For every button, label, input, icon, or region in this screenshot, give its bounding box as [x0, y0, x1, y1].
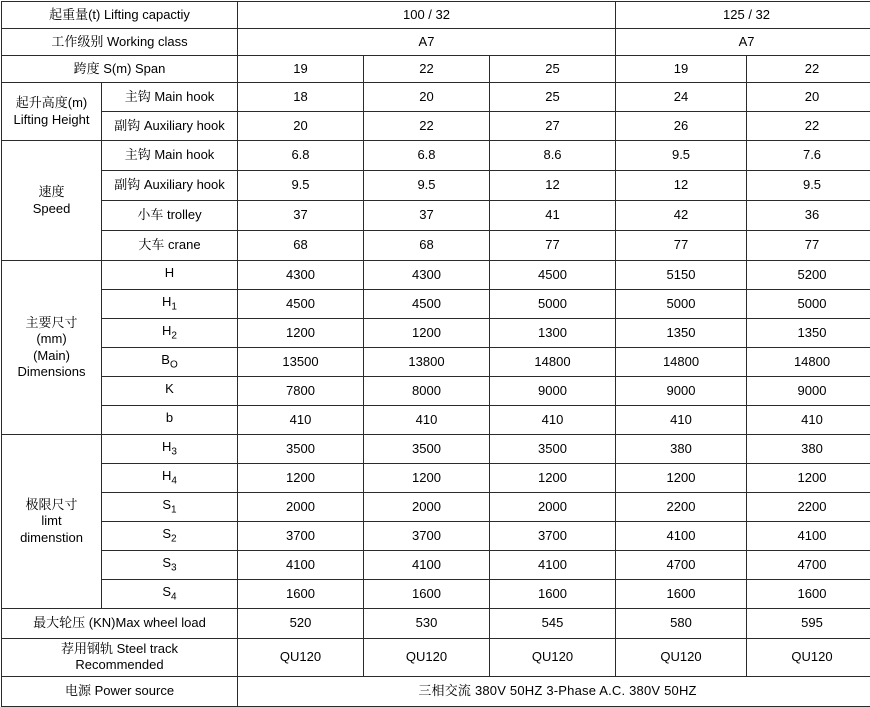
- dim-symbol: S: [162, 497, 171, 512]
- cell-value: 4100: [490, 551, 616, 580]
- row-header-working-class: 工作级别 Working class: [2, 29, 238, 56]
- row-label-dim-h4: [102, 464, 238, 493]
- group-label-line: Lifting Height: [4, 112, 99, 128]
- cell-value: 4300: [238, 261, 364, 290]
- cell-value: 1200: [238, 464, 364, 493]
- cell-value: 1200: [364, 464, 490, 493]
- cell-value: 1200: [364, 319, 490, 348]
- cell-value: 25: [490, 83, 616, 112]
- cell-value: 520: [238, 609, 364, 639]
- row-header-span: 跨度 S(m) Span: [2, 56, 238, 83]
- cell-value: 24: [616, 83, 747, 112]
- dim-symbol: H: [162, 439, 171, 454]
- cell-value: QU120: [490, 639, 616, 677]
- table-row: [2, 231, 870, 261]
- dim-symbol: S: [162, 526, 171, 541]
- cell-value: 5200: [747, 261, 870, 290]
- row-label-dim-h3: [102, 435, 238, 464]
- cell-value: 77: [616, 231, 747, 261]
- cell-value: QU120: [364, 639, 490, 677]
- cell-value: 27: [490, 112, 616, 141]
- table-row: [2, 406, 870, 435]
- table-row: [2, 29, 870, 56]
- group-label-line: Speed: [4, 201, 99, 217]
- cell-value: 4700: [616, 551, 747, 580]
- steel-track-label-line: Recommended: [4, 657, 235, 673]
- cell-value: 1200: [616, 464, 747, 493]
- dim-symbol: H: [162, 468, 171, 483]
- cell-value: 26: [616, 112, 747, 141]
- table-row: [2, 522, 870, 551]
- row-label-auxiliary-hook-height: 副钩 Auxiliary hook: [102, 112, 238, 141]
- dim-symbol: H: [165, 265, 174, 280]
- row-label-dim-k: [102, 377, 238, 406]
- cell-value: 20: [747, 83, 870, 112]
- cell-value: 4300: [364, 261, 490, 290]
- cell-value: 1600: [364, 580, 490, 609]
- table-row: [2, 493, 870, 522]
- group-label-line: dimenstion: [4, 530, 99, 546]
- steel-track-label-line: 荐用钢轨 Steel track: [4, 641, 235, 657]
- dim-subscript: 1: [171, 505, 177, 516]
- row-label-dim-s1: [102, 493, 238, 522]
- cell-value: 1600: [616, 580, 747, 609]
- cell-value: 3500: [364, 435, 490, 464]
- cell-value: QU120: [238, 639, 364, 677]
- row-label-dim-s4: [102, 580, 238, 609]
- cell-value: 595: [747, 609, 870, 639]
- row-label-crane-speed: 大车 crane: [102, 231, 238, 261]
- cell-value: 20: [364, 83, 490, 112]
- cell-value: QU120: [616, 639, 747, 677]
- cell-value: 9.5: [747, 171, 870, 201]
- cell-value: 1350: [747, 319, 870, 348]
- table-row: [2, 290, 870, 319]
- cell-value: 9000: [747, 377, 870, 406]
- cell-value: QU120: [747, 639, 870, 677]
- cell-value: 530: [364, 609, 490, 639]
- dim-symbol: S: [162, 555, 171, 570]
- group-label-line: 主要尺寸: [4, 315, 99, 331]
- cell-value: 22: [364, 112, 490, 141]
- cell-value: 9000: [490, 377, 616, 406]
- cell-value: 14800: [616, 348, 747, 377]
- cell-value: 3500: [238, 435, 364, 464]
- cell-value: 14800: [490, 348, 616, 377]
- cell-value: 410: [238, 406, 364, 435]
- group-label-main-dimensions: [2, 261, 102, 435]
- cell-value: 380: [616, 435, 747, 464]
- row-header-power-source: 电源 Power source: [2, 676, 238, 706]
- table-row: [2, 201, 870, 231]
- cell-value: 410: [490, 406, 616, 435]
- table-row: [2, 580, 870, 609]
- table-row: [2, 676, 870, 706]
- group-label-line: Dimensions: [4, 364, 99, 380]
- cell-value: 4100: [616, 522, 747, 551]
- row-label-main-hook-speed: 主钩 Main hook: [102, 141, 238, 171]
- row-label-dim-s2: [102, 522, 238, 551]
- group-label-limit-dimensions: [2, 435, 102, 609]
- cell-value: 4100: [238, 551, 364, 580]
- specification-table: [1, 1, 870, 707]
- dim-subscript: 3: [171, 447, 177, 458]
- table-row: [2, 609, 870, 639]
- table-row: [2, 435, 870, 464]
- row-label-auxiliary-hook-speed: 副钩 Auxiliary hook: [102, 171, 238, 201]
- cell-value: 2000: [490, 493, 616, 522]
- table-row: [2, 551, 870, 580]
- cell-value: 3500: [490, 435, 616, 464]
- dim-subscript: 2: [171, 331, 177, 342]
- cell-value: 9.5: [364, 171, 490, 201]
- dim-symbol: H: [162, 294, 171, 309]
- cell-value: 37: [364, 201, 490, 231]
- dim-subscript: 1: [171, 302, 177, 313]
- cell-value: 41: [490, 201, 616, 231]
- cell-value: 4500: [490, 261, 616, 290]
- table-row: [2, 261, 870, 290]
- table-row: [2, 141, 870, 171]
- cell-working-class-2: A7: [616, 29, 870, 56]
- cell-value: 4500: [238, 290, 364, 319]
- cell-span-4: 19: [616, 56, 747, 83]
- cell-value: 410: [364, 406, 490, 435]
- cell-value: 2000: [364, 493, 490, 522]
- table-row: [2, 56, 870, 83]
- cell-span-1: 19: [238, 56, 364, 83]
- cell-value: 545: [490, 609, 616, 639]
- row-label-dim-h: [102, 261, 238, 290]
- cell-power-source-value: 三相交流 380V 50HZ 3-Phase A.C. 380V 50HZ: [238, 676, 870, 706]
- cell-value: 42: [616, 201, 747, 231]
- row-label-dim-h1: [102, 290, 238, 319]
- cell-span-2: 22: [364, 56, 490, 83]
- cell-value: 5000: [490, 290, 616, 319]
- table-row: [2, 377, 870, 406]
- cell-value: 410: [747, 406, 870, 435]
- cell-span-5: 22: [747, 56, 870, 83]
- cell-value: 20: [238, 112, 364, 141]
- table-row: [2, 112, 870, 141]
- group-label-speed: [2, 141, 102, 261]
- cell-value: 6.8: [364, 141, 490, 171]
- group-label-lifting-height: [2, 83, 102, 141]
- cell-value: 2200: [616, 493, 747, 522]
- dim-symbol: S: [162, 584, 171, 599]
- group-label-line: (Main): [4, 348, 99, 364]
- cell-value: 7800: [238, 377, 364, 406]
- cell-value: 1200: [490, 464, 616, 493]
- table-row: [2, 639, 870, 677]
- cell-value: 5000: [616, 290, 747, 319]
- cell-value: 1200: [747, 464, 870, 493]
- cell-value: 12: [490, 171, 616, 201]
- cell-value: 5150: [616, 261, 747, 290]
- group-label-line: 起升高度(m): [4, 95, 99, 111]
- group-label-line: 极限尺寸: [4, 497, 99, 513]
- cell-lifting-capacity-1: 100 / 32: [238, 2, 616, 29]
- cell-span-3: 25: [490, 56, 616, 83]
- cell-value: 1600: [238, 580, 364, 609]
- group-label-line: limt: [4, 513, 99, 529]
- row-header-steel-track: [2, 639, 238, 677]
- group-label-line: 速度: [4, 184, 99, 200]
- cell-value: 7.6: [747, 141, 870, 171]
- cell-value: 4700: [747, 551, 870, 580]
- cell-value: 4100: [747, 522, 870, 551]
- cell-value: 580: [616, 609, 747, 639]
- cell-value: 3700: [364, 522, 490, 551]
- row-label-dim-h2: [102, 319, 238, 348]
- cell-value: 18: [238, 83, 364, 112]
- cell-value: 1600: [747, 580, 870, 609]
- cell-value: 6.8: [238, 141, 364, 171]
- dim-subscript: 4: [171, 592, 177, 603]
- cell-value: 3700: [490, 522, 616, 551]
- cell-value: 1350: [616, 319, 747, 348]
- dim-subscript: O: [170, 360, 178, 371]
- table-row: [2, 319, 870, 348]
- cell-value: 12: [616, 171, 747, 201]
- cell-value: 1300: [490, 319, 616, 348]
- cell-value: 77: [490, 231, 616, 261]
- cell-value: 1200: [238, 319, 364, 348]
- row-label-dim-s3: [102, 551, 238, 580]
- row-header-max-wheel-load: 最大轮压 (KN)Max wheel load: [2, 609, 238, 639]
- row-label-main-hook-height: 主钩 Main hook: [102, 83, 238, 112]
- table-row: [2, 171, 870, 201]
- cell-value: 68: [238, 231, 364, 261]
- cell-value: 9000: [616, 377, 747, 406]
- cell-value: 1600: [490, 580, 616, 609]
- cell-value: 8000: [364, 377, 490, 406]
- row-label-dim-bo: [102, 348, 238, 377]
- row-label-dim-b: [102, 406, 238, 435]
- dim-symbol: b: [166, 410, 173, 425]
- dim-subscript: 4: [171, 476, 177, 487]
- dim-subscript: 2: [171, 534, 177, 545]
- cell-value: 4500: [364, 290, 490, 319]
- row-label-trolley-speed: 小车 trolley: [102, 201, 238, 231]
- cell-value: 68: [364, 231, 490, 261]
- cell-value: 2000: [238, 493, 364, 522]
- cell-value: 9.5: [238, 171, 364, 201]
- cell-value: 380: [747, 435, 870, 464]
- dim-symbol: K: [165, 381, 174, 396]
- table-row: [2, 464, 870, 493]
- table-row: [2, 348, 870, 377]
- cell-value: 8.6: [490, 141, 616, 171]
- dim-symbol: B: [161, 352, 170, 367]
- cell-value: 77: [747, 231, 870, 261]
- cell-value: 13500: [238, 348, 364, 377]
- cell-value: 2200: [747, 493, 870, 522]
- cell-value: 22: [747, 112, 870, 141]
- dim-subscript: 3: [171, 563, 177, 574]
- table-row: [2, 2, 870, 29]
- cell-value: 9.5: [616, 141, 747, 171]
- cell-working-class-1: A7: [238, 29, 616, 56]
- cell-value: 37: [238, 201, 364, 231]
- cell-value: 410: [616, 406, 747, 435]
- cell-value: 36: [747, 201, 870, 231]
- cell-value: 5000: [747, 290, 870, 319]
- cell-lifting-capacity-2: 125 / 32: [616, 2, 870, 29]
- cell-value: 14800: [747, 348, 870, 377]
- dim-symbol: H: [162, 323, 171, 338]
- group-label-line: (mm): [4, 331, 99, 347]
- cell-value: 13800: [364, 348, 490, 377]
- cell-value: 4100: [364, 551, 490, 580]
- cell-value: 3700: [238, 522, 364, 551]
- table-row: [2, 83, 870, 112]
- row-header-lifting-capacity: 起重量(t) Lifting capactiy: [2, 2, 238, 29]
